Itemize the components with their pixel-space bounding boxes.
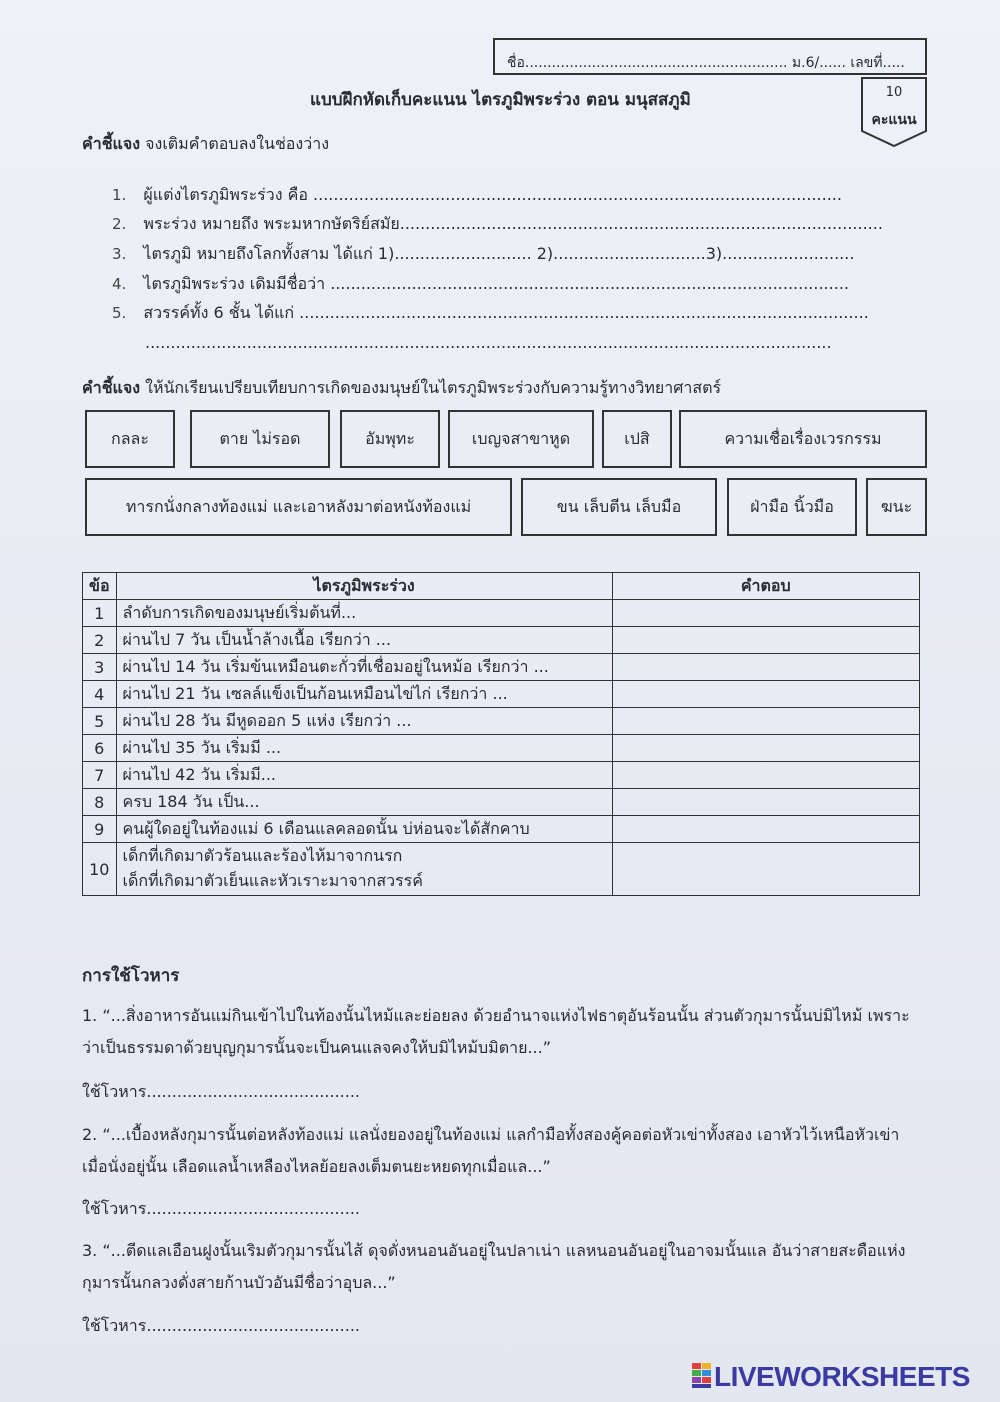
row-question: ลำดับการเกิดของมนุษย์เริ่มต้นที่... xyxy=(116,600,612,627)
row-question-line: เด็กที่เกิดมาตัวร้อนและร้องไห้มาจากนรก xyxy=(122,846,403,865)
rhetoric-answer-1[interactable]: ใช้โวหาร.......................................... xyxy=(82,1082,360,1101)
answer-cell[interactable] xyxy=(612,843,919,896)
table-row xyxy=(83,600,920,627)
table-row xyxy=(83,789,920,816)
row-number: 3 xyxy=(83,654,117,681)
row-question: คนผู้ใดอยู่ในท้องแม่ 6 เดือนแลคลอดนั้น บ่ห่อนจะได้สักคาบ xyxy=(116,816,612,843)
table-header-row xyxy=(83,573,920,600)
row-number: 4 xyxy=(83,681,117,708)
row-question: ผ่านไป 14 วัน เริ่มข้นเหมือนตะกั่วที่เชื่อมอยู่ในหม้อ เรียกว่า ... xyxy=(116,654,612,681)
answer-cell[interactable] xyxy=(612,600,919,627)
instruction-text: จงเติมคำตอบลงในช่องว่าง xyxy=(140,134,329,153)
item-number: 3. xyxy=(112,245,127,263)
answer-cell[interactable] xyxy=(612,816,919,843)
row-question xyxy=(116,843,612,896)
score-badge xyxy=(861,77,927,147)
row-number: 9 xyxy=(83,816,117,843)
instruction-text: ให้นักเรียนเปรียบเทียบการเกิดของมนุษย์ในไตรภูมิพระร่วงกับความรู้ทางวิทยาศาสตร์ xyxy=(140,378,722,397)
section-title-rhetoric: การใช้โวหาร xyxy=(82,966,180,986)
row-number: 2 xyxy=(83,627,117,654)
liveworksheets-logo-icon xyxy=(692,1363,712,1389)
answer-cell[interactable] xyxy=(612,708,919,735)
liveworksheets-watermark xyxy=(692,1361,992,1393)
table-row xyxy=(83,735,920,762)
word-bank-item[interactable]: กลละ xyxy=(85,410,175,468)
word-bank-item[interactable]: ขน เล็บตีน เล็บมือ xyxy=(521,478,717,536)
item-text: สวรรค์ทั้ง 6 ชั้น ได้แก่ ................................................................................................................ xyxy=(143,303,869,322)
row-number: 6 xyxy=(83,735,117,762)
column-header-answer: คำตอบ xyxy=(612,573,919,600)
fill-item-1[interactable] xyxy=(112,183,842,208)
row-number: 7 xyxy=(83,762,117,789)
row-question: ผ่านไป 42 วัน เริ่มมี... xyxy=(116,762,612,789)
passage-3: 3. “...ตีดแลเอือนฝูงนั้นเริมตัวกุมารนั้นไส้ ดุจดั่งหนอนอันอยู่ในปลาเน่า แลหนอนอันอยู่ในอาจมนั้นแล อันว่าสายสะดือแห่งกุมารนั้นกลวงดั่งสายก้านบัวอันมีชื่อว่าอุบล...” xyxy=(82,1241,906,1292)
word-bank-item[interactable]: เปสิ xyxy=(602,410,672,468)
answer-cell[interactable] xyxy=(612,627,919,654)
row-question-line: เด็กที่เกิดมาตัวเย็นและหัวเราะมาจากสวรรค์ xyxy=(122,871,423,890)
instruction-2 xyxy=(82,376,721,401)
word-bank-item[interactable]: ความเชื่อเรื่องเวรกรรม xyxy=(679,410,927,468)
answer-cell[interactable] xyxy=(612,681,919,708)
page-title: แบบฝึกหัดเก็บคะแนน ไตรภูมิพระร่วง ตอน มนุสสภูมิ xyxy=(310,90,691,110)
score-value: 10 xyxy=(885,85,903,100)
word-bank-item[interactable]: ฝ่ามือ นิ้วมือ xyxy=(727,478,857,536)
passage-1: 1. “...สิ่งอาหารอันแม่กินเข้าไปในท้องนั้นไหม้และย่อยลง ด้วยอำนาจแห่งไฟธาตุอันร้อนนั้น ส่วนตัวกุมารนั้นบ่มิไหม้ เพราะว่าเป็นธรรมดาด้วยบุญกุมารนั้นจะเป็นคนแลจคงให้บมิไหม้บมิตาย...” xyxy=(82,1006,910,1057)
fill-item-5[interactable] xyxy=(112,301,869,326)
row-number: 5 xyxy=(83,708,117,735)
table-row xyxy=(83,627,920,654)
column-header-number: ข้อ xyxy=(83,573,117,600)
instruction-label: คำชี้แจง xyxy=(82,134,141,153)
row-question: ผ่านไป 28 วัน มีหูดออก 5 แห่ง เรียกว่า ... xyxy=(116,708,612,735)
continuation-line[interactable]: ....................................................................................................................................... xyxy=(145,333,832,352)
table-row xyxy=(83,681,920,708)
answer-cell[interactable] xyxy=(612,789,919,816)
row-question: ผ่านไป 35 วัน เริ่มมี ... xyxy=(116,735,612,762)
item-text: พระร่วง หมายถึง พระมหากษัตริย์สมัย............................................................................................... xyxy=(143,214,883,233)
column-header-traiphum: ไตรภูมิพระร่วง xyxy=(116,573,612,600)
answer-cell[interactable] xyxy=(612,762,919,789)
row-number: 1 xyxy=(83,600,117,627)
item-number: 4. xyxy=(112,275,127,293)
table-row xyxy=(83,708,920,735)
score-label: คะแนน xyxy=(871,112,917,128)
rhetoric-answer-3[interactable]: ใช้โวหาร.......................................... xyxy=(82,1316,360,1335)
fill-item-2[interactable] xyxy=(112,212,883,237)
answer-cell[interactable] xyxy=(612,654,919,681)
table-row xyxy=(83,843,920,896)
comparison-table xyxy=(82,572,920,896)
word-bank-item[interactable]: ทารกนั่งกลางท้องแม่ และเอาหลังมาต่อหนังท้องแม่ xyxy=(85,478,512,536)
item-number: 1. xyxy=(112,186,127,204)
table-row xyxy=(83,654,920,681)
item-number: 5. xyxy=(112,304,127,322)
item-number: 2. xyxy=(112,215,127,233)
word-bank-item[interactable]: เบญจสาขาหูด xyxy=(448,410,594,468)
row-number: 8 xyxy=(83,789,117,816)
name-field[interactable] xyxy=(493,38,927,75)
fill-item-3[interactable] xyxy=(112,242,854,267)
word-bank-item[interactable]: ตาย ไม่รอด xyxy=(190,410,330,468)
item-text: ไตรภูมิพระร่วง เดิมมีชื่อว่า ...................................................................................................... xyxy=(143,274,849,293)
word-bank-item[interactable]: ฆนะ xyxy=(866,478,927,536)
row-number: 10 xyxy=(83,843,117,896)
passage-2: 2. “...เบื้องหลังกุมารนั้นต่อหลังท้องแม่ แลนั่งยองอยู่ในท้องแม่ แลกำมือทั้งสองคู้คอต่อหัวเข่าทั้งสอง เอาหัวไว้เหนือหัวเข่าเมื่อนั่งอยู่นั้น เลือดแลน้ำเหลืองไหลย้อยลงเต็มตนยะหยดทุกเมื่อแล...” xyxy=(82,1125,900,1176)
answer-cell[interactable] xyxy=(612,735,919,762)
row-question: ผ่านไป 21 วัน เซลล์แข็งเป็นก้อนเหมือนไข่ไก่ เรียกว่า ... xyxy=(116,681,612,708)
instruction-1 xyxy=(82,132,329,157)
instruction-label: คำชี้แจง xyxy=(82,378,141,397)
row-question: ครบ 184 วัน เป็น... xyxy=(116,789,612,816)
row-question: ผ่านไป 7 วัน เป็นน้ำล้างเนื้อ เรียกว่า ... xyxy=(116,627,612,654)
watermark-text: LIVEWORKSHEETS xyxy=(714,1361,970,1392)
table-row xyxy=(83,762,920,789)
table-row xyxy=(83,816,920,843)
word-bank-item[interactable]: อัมพุทะ xyxy=(340,410,440,468)
fill-item-4[interactable] xyxy=(112,272,849,297)
item-text: ไตรภูมิ หมายถึงโลกทั้งสาม ได้แก่ 1)........................... 2)..............................3).......................... xyxy=(143,244,855,263)
rhetoric-answer-2[interactable]: ใช้โวหาร.......................................... xyxy=(82,1199,360,1218)
name-line: ชื่อ........................................................... ม.6/...... เลขที่..... xyxy=(507,55,905,71)
item-text: ผู้แต่งไตรภูมิพระร่วง คือ ........................................................................................................ xyxy=(143,185,842,204)
